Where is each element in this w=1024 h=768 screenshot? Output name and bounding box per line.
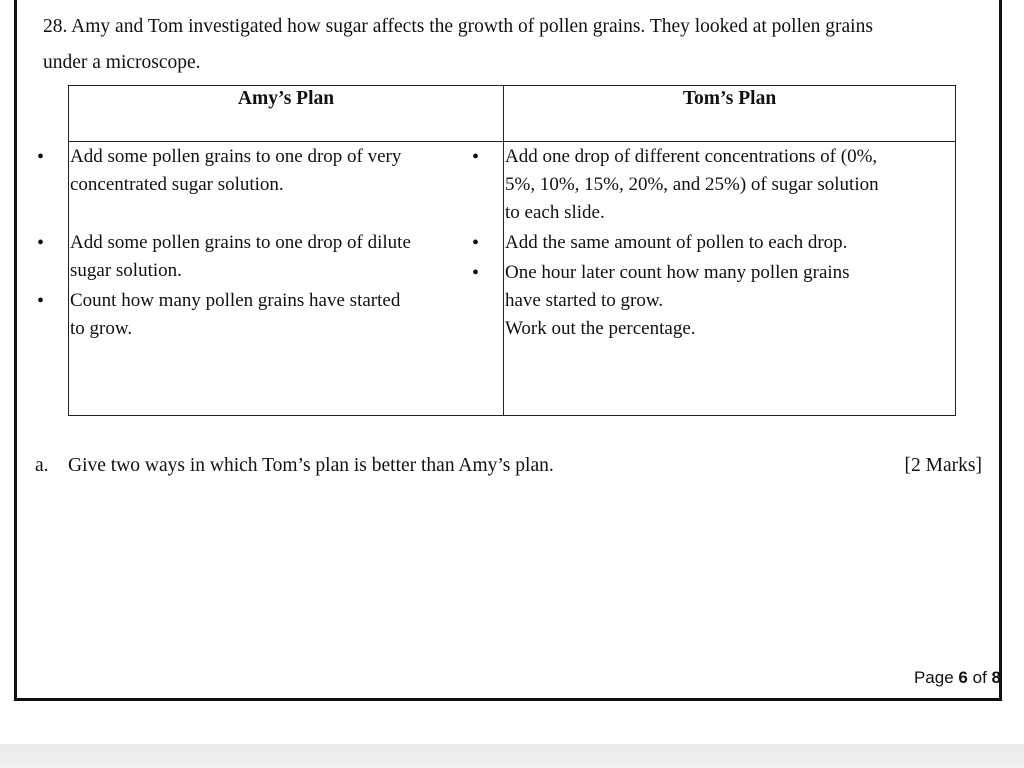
page-number — [914, 668, 1001, 688]
bullet-icon: • — [472, 262, 480, 284]
tom-step-2: Add the same amount of pollen to each drop. — [505, 232, 848, 253]
tom-step-4: Work out the percentage. — [505, 318, 696, 339]
bullet-icon: • — [472, 232, 480, 254]
sub-question-text: Give two ways in which Tom’s plan is better than Amy’s plan. — [68, 455, 554, 476]
question-text — [43, 9, 973, 81]
table-body-row — [69, 142, 956, 416]
amy-step-3: Count how many pollen grains have started to grow. — [70, 290, 401, 339]
list-item — [505, 315, 880, 343]
amy-plan-cell — [37, 142, 504, 416]
tom-step-3: One hour later count how many pollen grains have started to grow. — [505, 262, 850, 311]
plans-table — [37, 85, 956, 416]
list-item — [472, 229, 880, 257]
list-item — [37, 287, 415, 343]
total-pages: 8 — [991, 668, 1001, 687]
tom-plan-cell — [472, 142, 956, 416]
bullet-icon: • — [472, 146, 480, 168]
tom-plan-list — [472, 143, 880, 343]
bullet-icon: • — [37, 232, 45, 254]
amy-step-2: Add some pollen grains to one drop of dilute sugar solution. — [70, 232, 411, 281]
of-label: of — [972, 668, 987, 687]
marks-label: [2 Marks] — [904, 455, 982, 476]
list-item — [472, 143, 880, 227]
tom-plan-header: Tom’s Plan — [504, 86, 956, 142]
list-item — [37, 229, 415, 285]
bullet-icon: • — [37, 146, 45, 168]
question-line-2: under a microscope. — [43, 52, 201, 73]
sub-question-label: a. — [35, 455, 49, 476]
bullet-icon: • — [37, 290, 45, 312]
amy-plan-list — [37, 143, 415, 343]
list-item — [472, 259, 880, 315]
viewer-background — [0, 744, 1024, 768]
question-line-1: 28. Amy and Tom investigated how sugar affects the growth of pollen grains. They looked at pollen grains — [43, 16, 873, 37]
amy-plan-header: Amy’s Plan — [69, 86, 504, 142]
list-item — [37, 143, 415, 199]
table-header-row — [69, 86, 956, 142]
current-page: 6 — [958, 668, 968, 687]
page-prefix: Page — [913, 668, 954, 687]
amy-step-1: Add some pollen grains to one drop of very concentrated sugar solution. — [70, 146, 402, 195]
tom-step-1: Add one drop of different concentrations of (0%, 5%, 10%, 15%, 20%, and 25%) of sugar solution to each slide. — [505, 146, 879, 223]
